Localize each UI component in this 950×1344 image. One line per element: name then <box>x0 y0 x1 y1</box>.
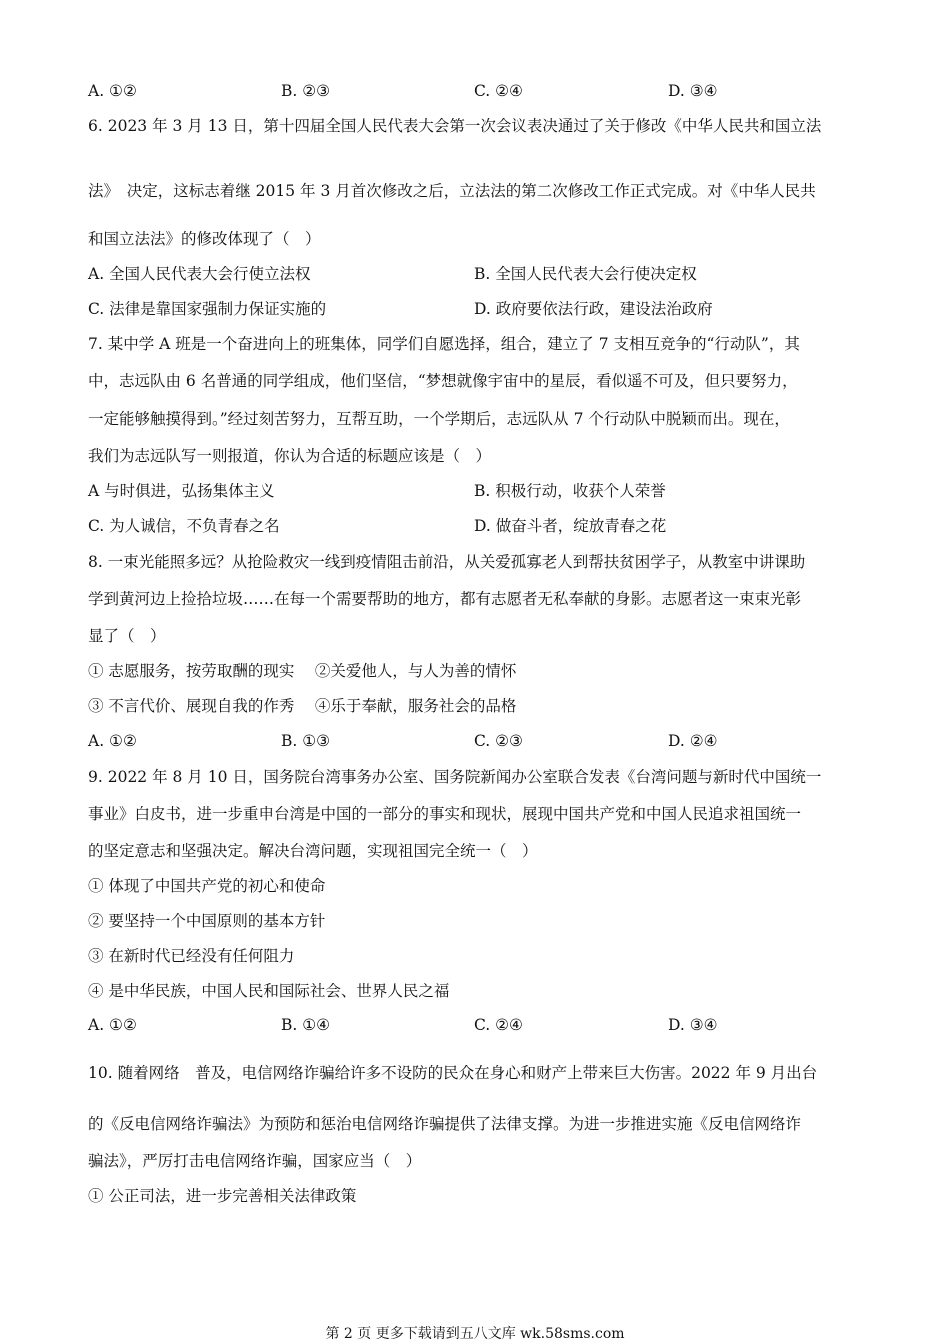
q7-stem-line4: 我们为志远队写一则报道，你认为合适的标题应该是（ ） <box>88 447 492 465</box>
q6-option-a: A. 全国人民代表大会行使立法权 <box>88 265 311 283</box>
q9-option-a: A. ①② <box>88 1016 137 1034</box>
q6-stem-line1: 6. 2023 年 3 月 13 日，第十四届全国人民代表大会第一次会议表决通过了关于修改《中华人民共和国立法 <box>88 117 822 135</box>
q5-option-a: A. ①② <box>88 82 137 100</box>
q8-option-a: A. ①② <box>88 732 137 750</box>
q9-option-d: D. ③④ <box>668 1016 718 1034</box>
q9-option-c: C. ②④ <box>474 1016 523 1034</box>
q8-stem-line3: 显了（ ） <box>88 627 166 645</box>
q7-option-a: A 与时俱进，弘扬集体主义 <box>88 482 275 500</box>
q10-stem-line3: 骗法》，严厉打击电信网络诈骗，国家应当（ ） <box>88 1152 422 1170</box>
q6-option-c: C. 法律是靠国家强制力保证实施的 <box>88 300 327 318</box>
q8-stem-line1: 8. 一束光能照多远？从抢险救灾一线到疫情阻击前沿，从关爱孤寡老人到帮扶贫困学子，从教室中讲课助 <box>88 553 806 571</box>
q10-item-1: ① 公正司法，进一步完善相关法律政策 <box>88 1187 357 1205</box>
q7-stem-line1: 7. 某中学 A 班是一个奋进向上的班集体，同学们自愿选择，组合，建立了 7 支相互竞争的“行动队”，其 <box>88 335 800 353</box>
q8-items-line1: ① 志愿服务，按劳取酬的现实 ②关爱他人，与人为善的情怀 <box>88 662 517 680</box>
q8-option-b: B. ①③ <box>281 732 331 750</box>
q8-option-c: C. ②③ <box>474 732 523 750</box>
q9-item-4: ④ 是中华民族，中国人民和国际社会、世界人民之福 <box>88 982 450 1000</box>
q8-items-line2: ③ 不言代价、展现自我的作秀 ④乐于奉献，服务社会的品格 <box>88 697 517 715</box>
q9-stem-line1: 9. 2022 年 8 月 10 日，国务院台湾事务办公室、国务院新闻办公室联合发表《台湾问题与新时代中国统一 <box>88 768 822 786</box>
q6-option-d: D. 政府要依法行政，建设法治政府 <box>474 300 713 318</box>
page-footer: 第 2 页 更多下载请到五八文库 wk.58sms.com <box>325 1326 625 1342</box>
q9-stem-line3: 的坚定意志和坚强决定。解决台湾问题，实现祖国完全统一（ ） <box>88 842 538 860</box>
q5-option-c: C. ②④ <box>474 82 523 100</box>
q6-option-b: B. 全国人民代表大会行使决定权 <box>474 265 697 283</box>
q7-option-c: C. 为人诚信，不负青春之名 <box>88 517 280 535</box>
q7-stem-line3: 一定能够触摸得到。”经过刻苦努力，互帮互助，一个学期后，志远队从 7 个行动队中脱颖而出。现在， <box>88 410 790 428</box>
q9-item-2: ② 要坚持一个中国原则的基本方针 <box>88 912 326 930</box>
q8-stem-line2: 学到黄河边上捡拾垃圾……在每一个需要帮助的地方，都有志愿者无私奉献的身影。志愿者这一束束光彰 <box>88 590 802 608</box>
q9-stem-line2: 事业》白皮书，进一步重申台湾是中国的一部分的事实和现状，展现中国共产党和中国人民追求祖国统一 <box>88 805 802 823</box>
q9-item-1: ① 体现了中国共产党的初心和使命 <box>88 877 326 895</box>
q10-stem-line1: 10. 随着网络 普及，电信网络诈骗给许多不设防的民众在身心和财产上带来巨大伤害。2022 年 9 月出台 <box>88 1064 818 1082</box>
q7-stem-line2: 中，志远队由 6 名普通的同学组成，他们坚信，“梦想就像宇宙中的星辰，看似遥不可及，但只要努力， <box>88 372 798 390</box>
q9-option-b: B. ①④ <box>281 1016 331 1034</box>
q9-item-3: ③ 在新时代已经没有任何阻力 <box>88 947 295 965</box>
q7-option-d: D. 做奋斗者，绽放青春之花 <box>474 517 667 535</box>
q5-option-d: D. ③④ <box>668 82 718 100</box>
q8-option-d: D. ②④ <box>668 732 718 750</box>
q6-stem-line3: 和国立法法》的修改体现了（ ） <box>88 230 321 248</box>
q5-option-b: B. ②③ <box>281 82 331 100</box>
q10-stem-line2: 的《反电信网络诈骗法》为预防和惩治电信网络诈骗提供了法律支撑。为进一步推进实施《反电信网络诈 <box>88 1115 802 1133</box>
q6-stem-line2: 法》 决定，这标志着继 2015 年 3 月首次修改之后，立法法的第二次修改工作正式完成。对《中华人民共 <box>88 182 816 200</box>
q7-option-b: B. 积极行动，收获个人荣誉 <box>474 482 666 500</box>
